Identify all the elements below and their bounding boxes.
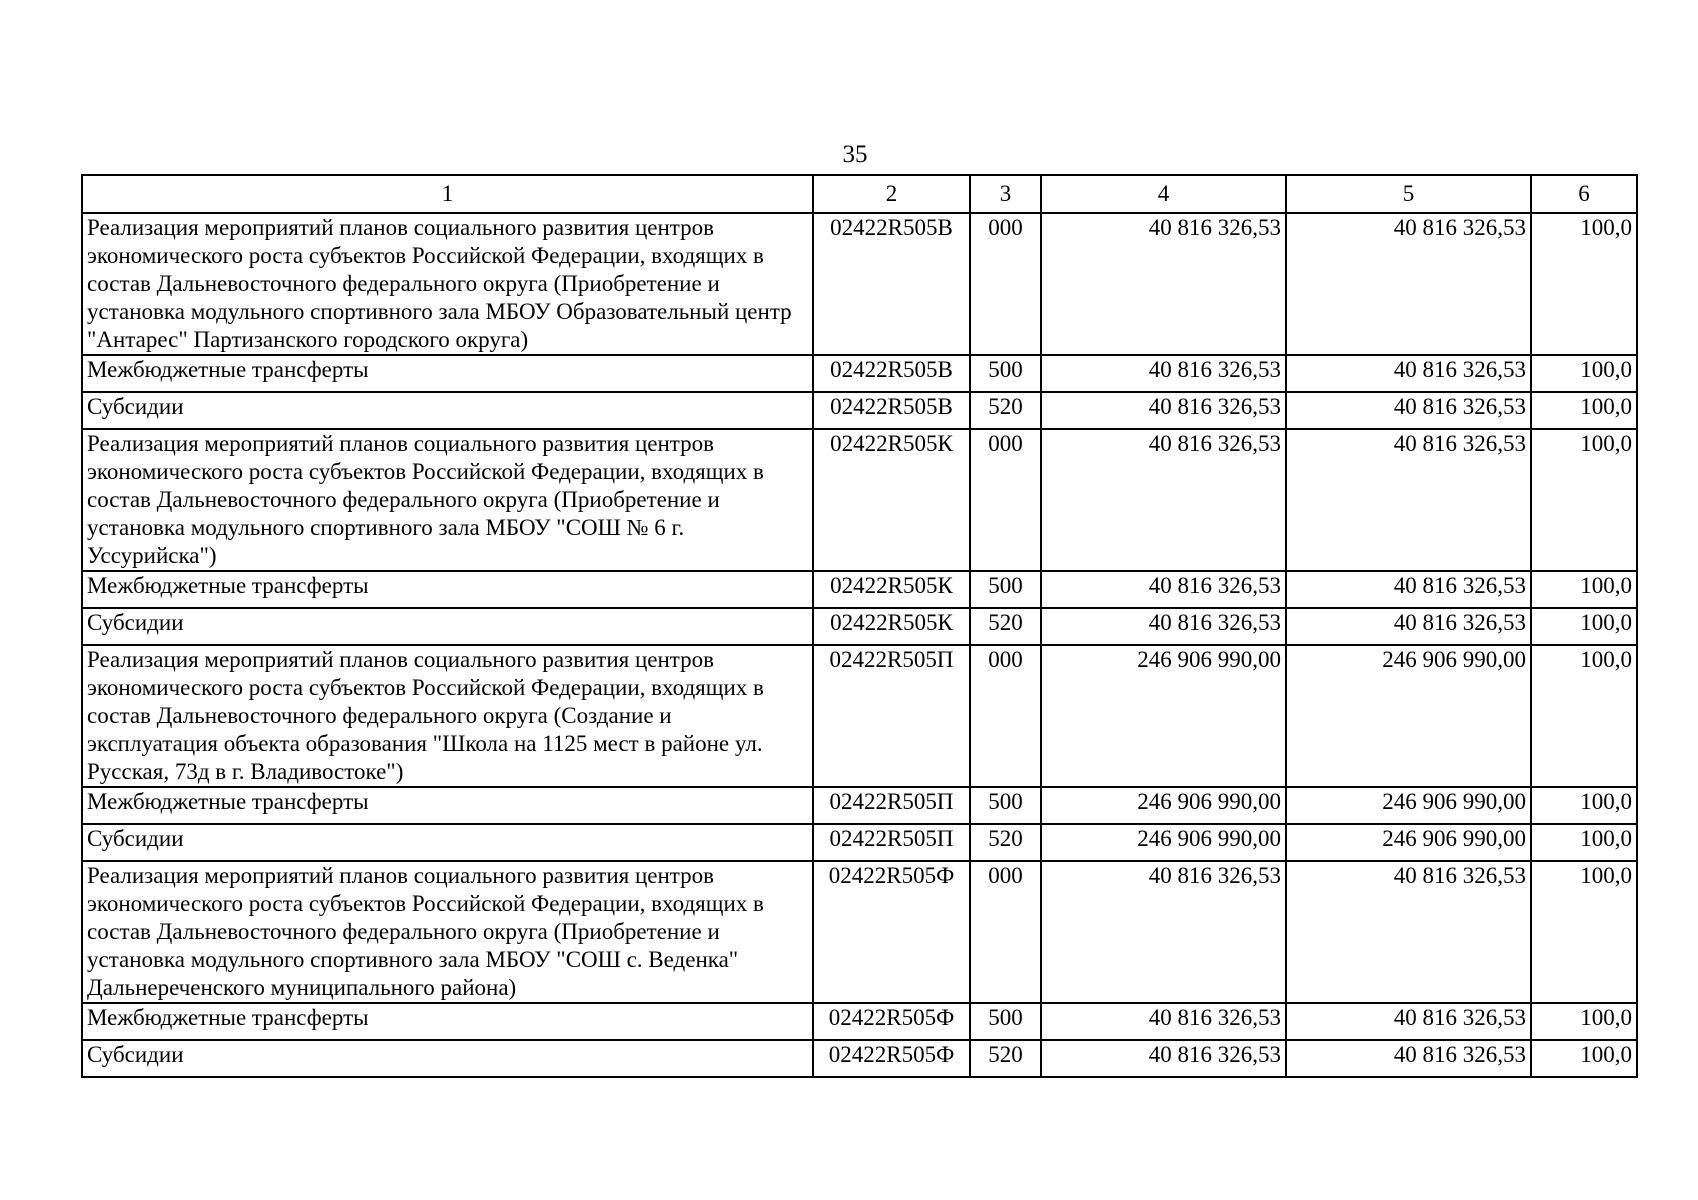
row-code-cell: 02422R505К <box>813 571 970 608</box>
row-percent-cell: 100,0 <box>1531 608 1637 645</box>
table-row <box>82 213 1637 355</box>
row-percent-cell: 100,0 <box>1531 213 1637 355</box>
row-name-cell: Реализация мероприятий планов социального развития центров экономического роста субъектов Российской Федерации, входящих в состав Дальневосточного федерального округа (Создание и эксплуатация объекта образования "Школа на 1125 мест в районе ул. Русская, 73д в г. Владивостоке") <box>82 645 813 787</box>
row-name-cell: Субсидии <box>82 1040 813 1077</box>
row-plan-cell: 246 906 990,00 <box>1041 787 1286 824</box>
row-type-cell: 000 <box>970 429 1041 571</box>
row-percent-cell: 100,0 <box>1531 1003 1637 1040</box>
row-fact-cell: 246 906 990,00 <box>1286 645 1531 787</box>
row-name-cell: Субсидии <box>82 608 813 645</box>
row-fact-cell: 40 816 326,53 <box>1286 1040 1531 1077</box>
column-header: 1 <box>82 175 813 213</box>
row-percent-cell: 100,0 <box>1531 787 1637 824</box>
row-name-cell: Реализация мероприятий планов социального развития центров экономического роста субъектов Российской Федерации, входящих в состав Дальневосточного федерального округа (Приобретение и установка модульного спортивного зала МБОУ "СОШ с. Веденка" Дальнереченского муниципального района) <box>82 861 813 1003</box>
table-row <box>82 645 1637 787</box>
row-code-cell: 02422R505В <box>813 392 970 429</box>
row-name-cell: Реализация мероприятий планов социального развития центров экономического роста субъектов Российской Федерации, входящих в состав Дальневосточного федерального округа (Приобретение и установка модульного спортивного зала МБОУ Образовательный центр "Антарес" Партизанского городского округа) <box>82 213 813 355</box>
row-fact-cell: 40 816 326,53 <box>1286 1003 1531 1040</box>
row-type-cell: 000 <box>970 645 1041 787</box>
table-row <box>82 1040 1637 1077</box>
row-code-cell: 02422R505К <box>813 429 970 571</box>
row-type-cell: 520 <box>970 824 1041 861</box>
row-name-cell: Межбюджетные трансферты <box>82 355 813 392</box>
table-row <box>82 824 1637 861</box>
row-code-cell: 02422R505Ф <box>813 1040 970 1077</box>
row-fact-cell: 40 816 326,53 <box>1286 213 1531 355</box>
row-type-cell: 520 <box>970 392 1041 429</box>
row-plan-cell: 40 816 326,53 <box>1041 213 1286 355</box>
row-plan-cell: 40 816 326,53 <box>1041 392 1286 429</box>
row-plan-cell: 40 816 326,53 <box>1041 429 1286 571</box>
column-header: 4 <box>1041 175 1286 213</box>
column-header: 2 <box>813 175 970 213</box>
row-plan-cell: 40 816 326,53 <box>1041 608 1286 645</box>
table-row <box>82 1003 1637 1040</box>
page-number: 35 <box>842 141 868 168</box>
table-row <box>82 355 1637 392</box>
row-name-cell: Субсидии <box>82 824 813 861</box>
row-type-cell: 500 <box>970 355 1041 392</box>
table-row <box>82 392 1637 429</box>
row-percent-cell: 100,0 <box>1531 355 1637 392</box>
column-header: 3 <box>970 175 1041 213</box>
row-fact-cell: 246 906 990,00 <box>1286 787 1531 824</box>
row-fact-cell: 40 816 326,53 <box>1286 429 1531 571</box>
table-row <box>82 429 1637 571</box>
budget-table <box>81 174 1638 1078</box>
table-row <box>82 861 1637 1003</box>
table-row <box>82 787 1637 824</box>
column-header: 6 <box>1531 175 1637 213</box>
row-name-cell: Реализация мероприятий планов социального развития центров экономического роста субъектов Российской Федерации, входящих в состав Дальневосточного федерального округа (Приобретение и установка модульного спортивного зала МБОУ "СОШ № 6 г. Уссурийска") <box>82 429 813 571</box>
row-type-cell: 000 <box>970 861 1041 1003</box>
row-type-cell: 520 <box>970 1040 1041 1077</box>
row-type-cell: 500 <box>970 571 1041 608</box>
row-type-cell: 520 <box>970 608 1041 645</box>
row-plan-cell: 40 816 326,53 <box>1041 571 1286 608</box>
table-row <box>82 571 1637 608</box>
row-plan-cell: 246 906 990,00 <box>1041 824 1286 861</box>
table-header-row <box>82 175 1637 213</box>
row-code-cell: 02422R505В <box>813 213 970 355</box>
row-code-cell: 02422R505П <box>813 787 970 824</box>
row-fact-cell: 246 906 990,00 <box>1286 824 1531 861</box>
row-code-cell: 02422R505Ф <box>813 1003 970 1040</box>
row-code-cell: 02422R505П <box>813 645 970 787</box>
row-fact-cell: 40 816 326,53 <box>1286 861 1531 1003</box>
table-row <box>82 608 1637 645</box>
row-percent-cell: 100,0 <box>1531 1040 1637 1077</box>
row-type-cell: 000 <box>970 213 1041 355</box>
column-header: 5 <box>1286 175 1531 213</box>
row-name-cell: Межбюджетные трансферты <box>82 787 813 824</box>
row-percent-cell: 100,0 <box>1531 392 1637 429</box>
row-percent-cell: 100,0 <box>1531 824 1637 861</box>
row-name-cell: Межбюджетные трансферты <box>82 571 813 608</box>
row-fact-cell: 40 816 326,53 <box>1286 355 1531 392</box>
row-percent-cell: 100,0 <box>1531 861 1637 1003</box>
row-plan-cell: 40 816 326,53 <box>1041 355 1286 392</box>
row-type-cell: 500 <box>970 787 1041 824</box>
row-fact-cell: 40 816 326,53 <box>1286 571 1531 608</box>
row-plan-cell: 40 816 326,53 <box>1041 1040 1286 1077</box>
row-fact-cell: 40 816 326,53 <box>1286 392 1531 429</box>
row-percent-cell: 100,0 <box>1531 645 1637 787</box>
row-name-cell: Субсидии <box>82 392 813 429</box>
row-fact-cell: 40 816 326,53 <box>1286 608 1531 645</box>
row-plan-cell: 40 816 326,53 <box>1041 861 1286 1003</box>
row-plan-cell: 40 816 326,53 <box>1041 1003 1286 1040</box>
row-percent-cell: 100,0 <box>1531 429 1637 571</box>
row-code-cell: 02422R505В <box>813 355 970 392</box>
row-name-cell: Межбюджетные трансферты <box>82 1003 813 1040</box>
row-type-cell: 500 <box>970 1003 1041 1040</box>
row-code-cell: 02422R505Ф <box>813 861 970 1003</box>
table-body <box>82 213 1637 1077</box>
row-code-cell: 02422R505К <box>813 608 970 645</box>
row-plan-cell: 246 906 990,00 <box>1041 645 1286 787</box>
row-percent-cell: 100,0 <box>1531 571 1637 608</box>
row-code-cell: 02422R505П <box>813 824 970 861</box>
